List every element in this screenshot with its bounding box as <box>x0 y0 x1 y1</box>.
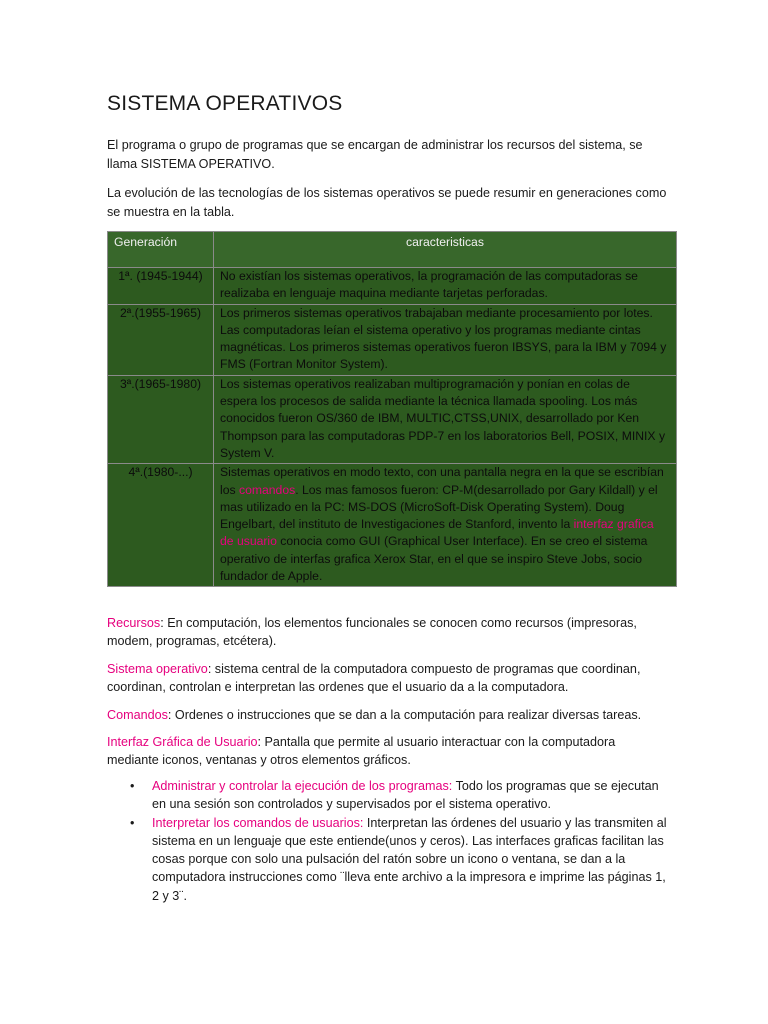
characteristics-cell: Los primeros sistemas operativos trabajaban mediante procesamiento por lotes. Las computadoras leían el sistema operativo y los programas mediante cintas magnéticas. Los primeros sistemas operativos fueron IBSYS, para la IBM y 7094 y FMS (Fortran Monitor System). <box>214 304 677 375</box>
definition-interfaz <box>107 733 667 770</box>
functions-list <box>107 777 667 905</box>
definition-text: : sistema central de la computadora compuesto de programas que coordinan, coordinan, controlan e interpretan las ordenes que el usuario da a la computadora. <box>107 662 641 695</box>
definition-sistema-operativo <box>107 660 667 697</box>
page-title: SISTEMA OPERATIVOS <box>107 92 343 115</box>
highlight-comandos: comandos <box>238 482 296 497</box>
table-header-row <box>108 232 677 268</box>
table-row <box>108 375 677 463</box>
definition-term: Recursos <box>107 616 161 630</box>
generation-cell: 4ª.(1980-...) <box>108 464 214 587</box>
list-item <box>107 814 667 905</box>
header-characteristics: caracteristicas <box>214 232 677 268</box>
characteristics-cell <box>214 464 677 587</box>
characteristics-cell: Los sistemas operativos realizaban multiprogramación y ponían en colas de espera los procesos de salida mediante la técnica llamada spooling. Los más conocidos fueron OS/360 de IBM, MULTIC,CTSS,UNIX, desarrollado por Ken Thompson para las computadoras PDP-7 en los laboratorios Bell, POSIX, MINIX y System V. <box>214 375 677 463</box>
generation-cell: 1ª. (1945-1944) <box>108 268 214 305</box>
generation-cell: 2ª.(1955-1965) <box>108 304 214 375</box>
definition-text: : Ordenes o instrucciones que se dan a la computación para realizar diversas tareas. <box>167 708 642 722</box>
highlight-gui: interfaz grafica de usuario <box>220 517 654 549</box>
definition-term: Sistema operativo <box>107 662 208 676</box>
definition-comandos <box>107 706 667 724</box>
definition-term: Interfaz Gráfica de Usuario <box>107 735 258 749</box>
cell-text: conocia como GUI (Graphical User Interface). En se creo el sistema operativo de interfas grafica Xerox Star, en el que se inspiro Steve Jobs, socio fundador de Apple. <box>220 534 648 584</box>
definition-term: Comandos <box>107 708 168 722</box>
table-row <box>108 464 677 587</box>
definition-text: : En computación, los elementos funcionales se conocen como recursos (impresoras, modem, programas, etcétera). <box>107 616 637 649</box>
table-row <box>108 268 677 305</box>
generations-table <box>107 231 677 587</box>
cell-text: . Los mas famosos fueron: CP-M(desarrollado por Gary Kildall) y el mas utilizado en la PC: MS-DOS (MicroSoft-Disk Operating System). Doug Engelbart, del instituto de Investigaciones de Stanford, invento la <box>220 482 658 532</box>
list-item-text: Todo los programas que se ejecutan en una sesión son controlados y supervisados por el sistema operativo. <box>152 779 659 812</box>
cell-text: Sistemas operativos en modo texto, con una pantalla negra en la que se escribían los <box>220 465 664 497</box>
table-row <box>108 304 677 375</box>
list-item-term: Administrar y controlar la ejecución de los programas: <box>152 779 453 793</box>
header-generation: Generación <box>108 232 214 268</box>
evolution-paragraph: La evolución de las tecnologías de los sistemas operativos se puede resumir en generaciones como se muestra en la tabla. <box>107 186 667 219</box>
generation-cell: 3ª.(1965-1980) <box>108 375 214 463</box>
bullet-icon: • <box>130 779 135 793</box>
list-item-term: Interpretar los comandos de usuarios: <box>152 815 364 830</box>
bullet-icon: • <box>130 815 135 830</box>
intro-paragraph: El programa o grupo de programas que se encargan de administrar los recursos del sistema, se llama SISTEMA OPERATIVO. <box>107 138 643 171</box>
characteristics-cell: No existían los sistemas operativos, la programación de las computadoras se realizaba en lenguaje maquina mediante tarjetas perforadas. <box>214 268 677 305</box>
definition-text: : Pantalla que permite al usuario interactuar con la computadora mediante iconos, ventanas y otros elementos gráficos. <box>107 735 616 768</box>
list-item-text: Interpretan las órdenes del usuario y las transmiten al sistema en un lenguaje que este entiende(unos y ceros). Las interfaces graficas facilitan las cosas porque con solo una pulsación del ratón sobre un icono o ventana, se dan a la computadora instrucciones como ¨lleva ente archivo a la impresora e imprime las páginas 1, 2 y 3¨. <box>152 815 667 903</box>
definition-recursos <box>107 614 667 651</box>
list-item <box>107 777 667 814</box>
